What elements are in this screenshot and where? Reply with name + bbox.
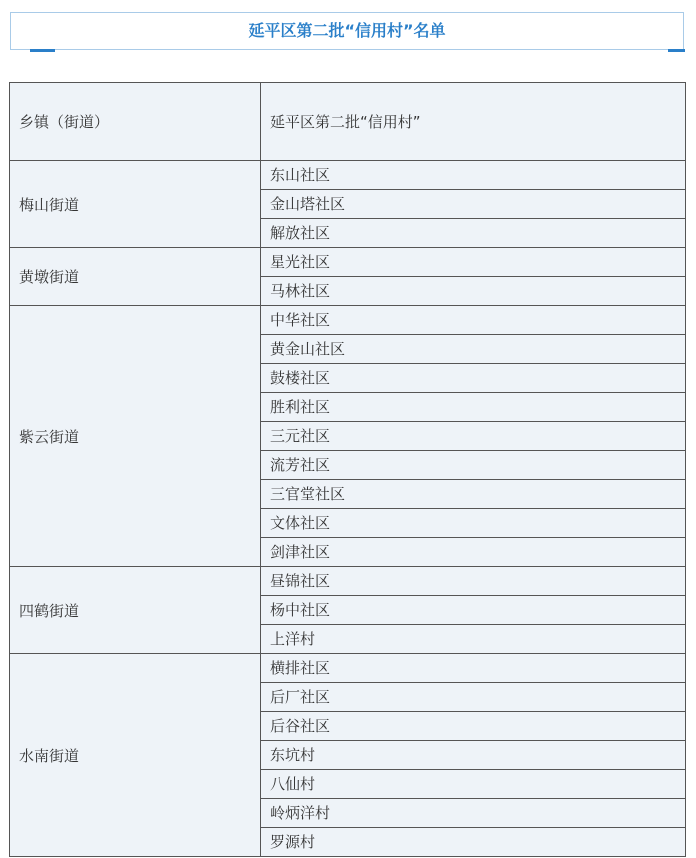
town-name: 梅山街道 [10, 161, 261, 248]
village-name: 昼锦社区 [261, 567, 686, 596]
village-name: 流芳社区 [261, 451, 686, 480]
header-town: 乡镇（街道） [10, 83, 261, 161]
table-row [10, 567, 686, 596]
town-name: 水南街道 [10, 654, 261, 857]
village-name: 解放社区 [261, 219, 686, 248]
village-name: 文体社区 [261, 509, 686, 538]
village-name: 东坑村 [261, 741, 686, 770]
credit-village-table [9, 82, 686, 857]
village-name: 马林社区 [261, 277, 686, 306]
village-name: 罗源村 [261, 828, 686, 857]
title-accent-bar-right [668, 49, 685, 52]
village-name: 黄金山社区 [261, 335, 686, 364]
village-name: 横排社区 [261, 654, 686, 683]
village-name: 剑津社区 [261, 538, 686, 567]
village-name: 杨中社区 [261, 596, 686, 625]
village-name: 岭炳洋村 [261, 799, 686, 828]
header-villages: 延平区第二批“信用村” [261, 83, 686, 161]
table-row [10, 306, 686, 335]
title-accent-bar-left [30, 49, 55, 52]
town-name: 紫云街道 [10, 306, 261, 567]
table-header-row [10, 83, 686, 161]
page-title-text: 延平区第二批“信用村”名单 [248, 21, 446, 40]
village-name: 上洋村 [261, 625, 686, 654]
village-name: 鼓楼社区 [261, 364, 686, 393]
town-name: 四鹤街道 [10, 567, 261, 654]
table-row [10, 654, 686, 683]
village-name: 八仙村 [261, 770, 686, 799]
town-name: 黄墩街道 [10, 248, 261, 306]
village-name: 三官堂社区 [261, 480, 686, 509]
village-name: 三元社区 [261, 422, 686, 451]
village-name: 金山塔社区 [261, 190, 686, 219]
village-name: 中华社区 [261, 306, 686, 335]
village-name: 胜利社区 [261, 393, 686, 422]
table-row [10, 248, 686, 277]
table-row [10, 161, 686, 190]
village-name: 星光社区 [261, 248, 686, 277]
page-title [10, 12, 684, 50]
village-name: 东山社区 [261, 161, 686, 190]
village-name: 后厂社区 [261, 683, 686, 712]
village-name: 后谷社区 [261, 712, 686, 741]
